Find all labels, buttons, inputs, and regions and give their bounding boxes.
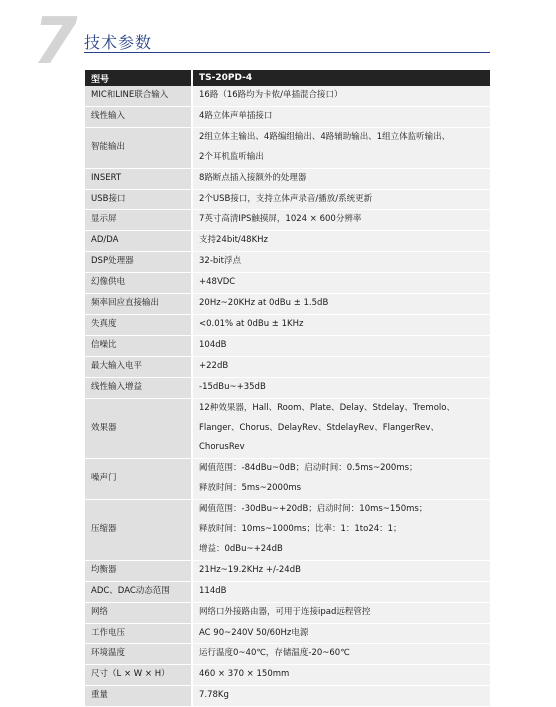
spec-value	[192, 231, 490, 252]
section-number: 7	[33, 5, 78, 79]
spec-key: MIC和LINE联合输入	[85, 86, 192, 106]
spec-value-line: ChorusRev	[199, 442, 245, 453]
table-row	[85, 314, 490, 335]
header-value: TS-20PD-4	[192, 70, 490, 86]
header-key: 型号	[85, 70, 192, 86]
spec-value-line: 阈值范围：-30dBu~+20dB；启动时间：10ms~150ms；	[199, 504, 428, 515]
spec-value-line: AC 90~240V 50/60Hz电源	[199, 627, 309, 638]
spec-table	[85, 70, 490, 707]
spec-key: AD/DA	[85, 231, 192, 252]
spec-value-line: 21Hz~19.2KHz +/-24dB	[199, 564, 301, 575]
spec-value	[192, 581, 490, 602]
spec-key: 工作电压	[85, 623, 192, 644]
spec-key: USB接口	[85, 189, 192, 210]
spec-value	[192, 294, 490, 315]
spec-value-line: 网络口外接路由器，可用于连接ipad远程管控	[199, 606, 371, 617]
table-row	[85, 294, 490, 315]
spec-key: ADC、DAC动态范围	[85, 581, 192, 602]
spec-value-line: 16路（16路均为卡侬/单插混合接口）	[199, 90, 343, 100]
spec-value	[192, 210, 490, 231]
spec-value	[192, 86, 490, 106]
table-row	[85, 335, 490, 356]
spec-key: 线性输入	[85, 106, 192, 127]
table-row	[85, 273, 490, 294]
spec-value-line: 释放时间：5ms~2000ms	[199, 483, 302, 494]
spec-value	[192, 560, 490, 581]
spec-value-line: 支持24bit/48KHz	[199, 235, 269, 246]
spec-value	[192, 314, 490, 335]
table-row	[85, 665, 490, 686]
spec-value-line: +22dB	[199, 360, 229, 371]
spec-key: INSERT	[85, 168, 192, 189]
spec-value-line: 2个USB接口，支持立体声录音/播放/系统更新	[199, 193, 373, 204]
spec-value-line: -15dBu~+35dB	[199, 381, 266, 392]
table-row	[85, 377, 490, 398]
spec-value-line: 运行温度0~40℃，存储温度-20~60℃	[199, 648, 350, 659]
section-title: 技术参数	[84, 33, 153, 52]
spec-value-line: 2个耳机监听输出	[199, 151, 264, 162]
spec-key: 幻像供电	[85, 273, 192, 294]
spec-table-body	[85, 86, 490, 707]
spec-key: 频率回应直接输出	[85, 294, 192, 315]
spec-value-line: 4路立体声单插接口	[199, 110, 273, 121]
spec-key: 均衡器	[85, 560, 192, 581]
table-row	[85, 500, 490, 561]
spec-value-line: 20Hz~20KHz at 0dBu ± 1.5dB	[199, 298, 329, 309]
spec-key: 重量	[85, 686, 192, 707]
table-row	[85, 168, 490, 189]
spec-value-line: 12种效果器，Hall、Room、Plate、Delay、Stdelay、Tremolo、	[199, 402, 455, 413]
spec-value-line: 7英寸高清IPS触摸屏，1024 × 600分辨率	[199, 214, 362, 225]
spec-value-line: 114dB	[199, 585, 227, 596]
spec-value	[192, 623, 490, 644]
spec-value	[192, 189, 490, 210]
table-row	[85, 189, 490, 210]
spec-value	[192, 106, 490, 127]
table-row	[85, 459, 490, 500]
spec-key: 线性输入增益	[85, 377, 192, 398]
spec-key: 噪声门	[85, 459, 192, 500]
spec-key: 效果器	[85, 398, 192, 459]
spec-value	[192, 665, 490, 686]
spec-key: 尺寸（L × W × H）	[85, 665, 192, 686]
spec-value-line: 增益：0dBu~+24dB	[199, 543, 283, 554]
spec-key: 显示屏	[85, 210, 192, 231]
spec-value	[192, 602, 490, 623]
table-row	[85, 127, 490, 168]
spec-value	[192, 252, 490, 273]
table-row	[85, 231, 490, 252]
spec-value	[192, 686, 490, 707]
spec-key: 失真度	[85, 314, 192, 335]
title-divider	[84, 52, 490, 53]
spec-value-line: Flanger、Chorus、DelayRev、StdelayRev、FlangerRev、	[199, 422, 439, 433]
spec-value-line: 460 × 370 × 150mm	[199, 669, 290, 680]
table-row	[85, 581, 490, 602]
spec-value	[192, 273, 490, 294]
spec-value-line: 阈值范围：-84dBu~0dB；启动时间：0.5ms~200ms；	[199, 463, 418, 474]
table-header-row	[85, 70, 490, 86]
spec-value	[192, 500, 490, 561]
spec-value-line: 释放时间：10ms~1000ms；比率：1：1to24：1；	[199, 524, 402, 535]
spec-value	[192, 644, 490, 665]
spec-value-line: <0.01% at 0dBu ± 1KHz	[199, 318, 304, 329]
spec-value-line: +48VDC	[199, 277, 236, 288]
table-row	[85, 356, 490, 377]
table-row	[85, 602, 490, 623]
spec-key: 网络	[85, 602, 192, 623]
table-row	[85, 623, 490, 644]
spec-value	[192, 459, 490, 500]
spec-value	[192, 356, 490, 377]
spec-value-line: 32-bit浮点	[199, 256, 241, 267]
table-row	[85, 106, 490, 127]
table-row	[85, 210, 490, 231]
table-row	[85, 686, 490, 707]
spec-value-line: 8路断点插入接额外的处理器	[199, 172, 307, 183]
spec-value	[192, 335, 490, 356]
spec-key: 智能输出	[85, 127, 192, 168]
spec-key: DSP处理器	[85, 252, 192, 273]
spec-value	[192, 168, 490, 189]
spec-key: 信噪比	[85, 335, 192, 356]
spec-key: 环境温度	[85, 644, 192, 665]
spec-value-line: 7.78Kg	[199, 690, 229, 701]
spec-value	[192, 377, 490, 398]
table-row	[85, 86, 490, 106]
spec-value	[192, 398, 490, 459]
table-row	[85, 644, 490, 665]
spec-value-line: 2组立体主输出、4路编组输出、4路辅助输出、1组立体监听输出、	[199, 131, 451, 142]
spec-value-line: 104dB	[199, 339, 227, 350]
table-row	[85, 398, 490, 459]
table-row	[85, 560, 490, 581]
spec-value	[192, 127, 490, 168]
table-row	[85, 252, 490, 273]
spec-key: 压缩器	[85, 500, 192, 561]
spec-key: 最大输入电平	[85, 356, 192, 377]
